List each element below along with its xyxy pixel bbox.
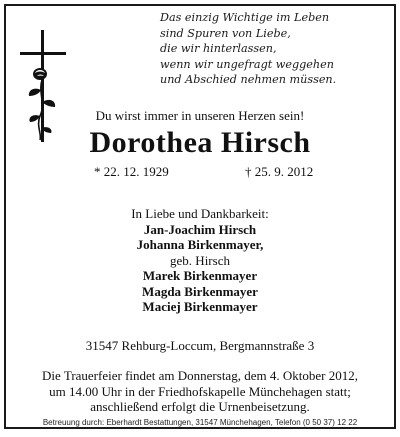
quote-line: sind Spuren von Liebe, [160,26,291,40]
mourners-intro: In Liebe und Dankbarkeit: [131,206,269,221]
family-address: 31547 Rehburg-Loccum, Bergmannstraße 3 [85,338,315,353]
funeral-line: anschließend erfolgt die Urnenbeisetzung. [90,399,310,414]
mourner-name: Jan-Joachim Hirsch [143,221,257,237]
funeral-line: Die Trauerfeier findet am Donnerstag, dem 4. Oktober 2012, [42,368,358,383]
birth-date: * 22. 12. 1929 [94,164,169,179]
motto-text: Du wirst immer in unseren Herzen sein! [95,108,305,123]
funeral-notice [0,368,400,415]
quote-line: Das einzig Wichtige im Leben [160,11,330,24]
mourner-name: Marek Birkenmayer [142,268,258,283]
quote-line: die wir hinterlassen, [160,42,277,56]
mourners-list [0,206,400,315]
mourner-maiden-name: geb. Hirsch [170,252,230,268]
death-date: † 25. 9. 2012 [245,164,314,179]
mourner-name: Magda Birkenmayer [142,283,258,299]
quote-line: und Abschied nehmen müssen. [160,73,337,87]
undertaker-footer: Betreuung durch: Eberhardt Bestattungen, 31547 Münchehagen, Telefon (0 50 37) 12 22 [42,418,358,427]
mourner-name: Johanna Birkenmayer, [136,237,264,252]
deceased-name: Dorothea Hirsch [89,126,311,159]
memorial-quote [160,10,392,88]
mourner-name: Maciej Birkenmayer [142,299,258,314]
quote-line: wenn wir ungefragt weggehen [160,57,334,71]
funeral-line: um 14.00 Uhr in der Friedhofskapelle Münchehagen statt; [49,383,351,399]
